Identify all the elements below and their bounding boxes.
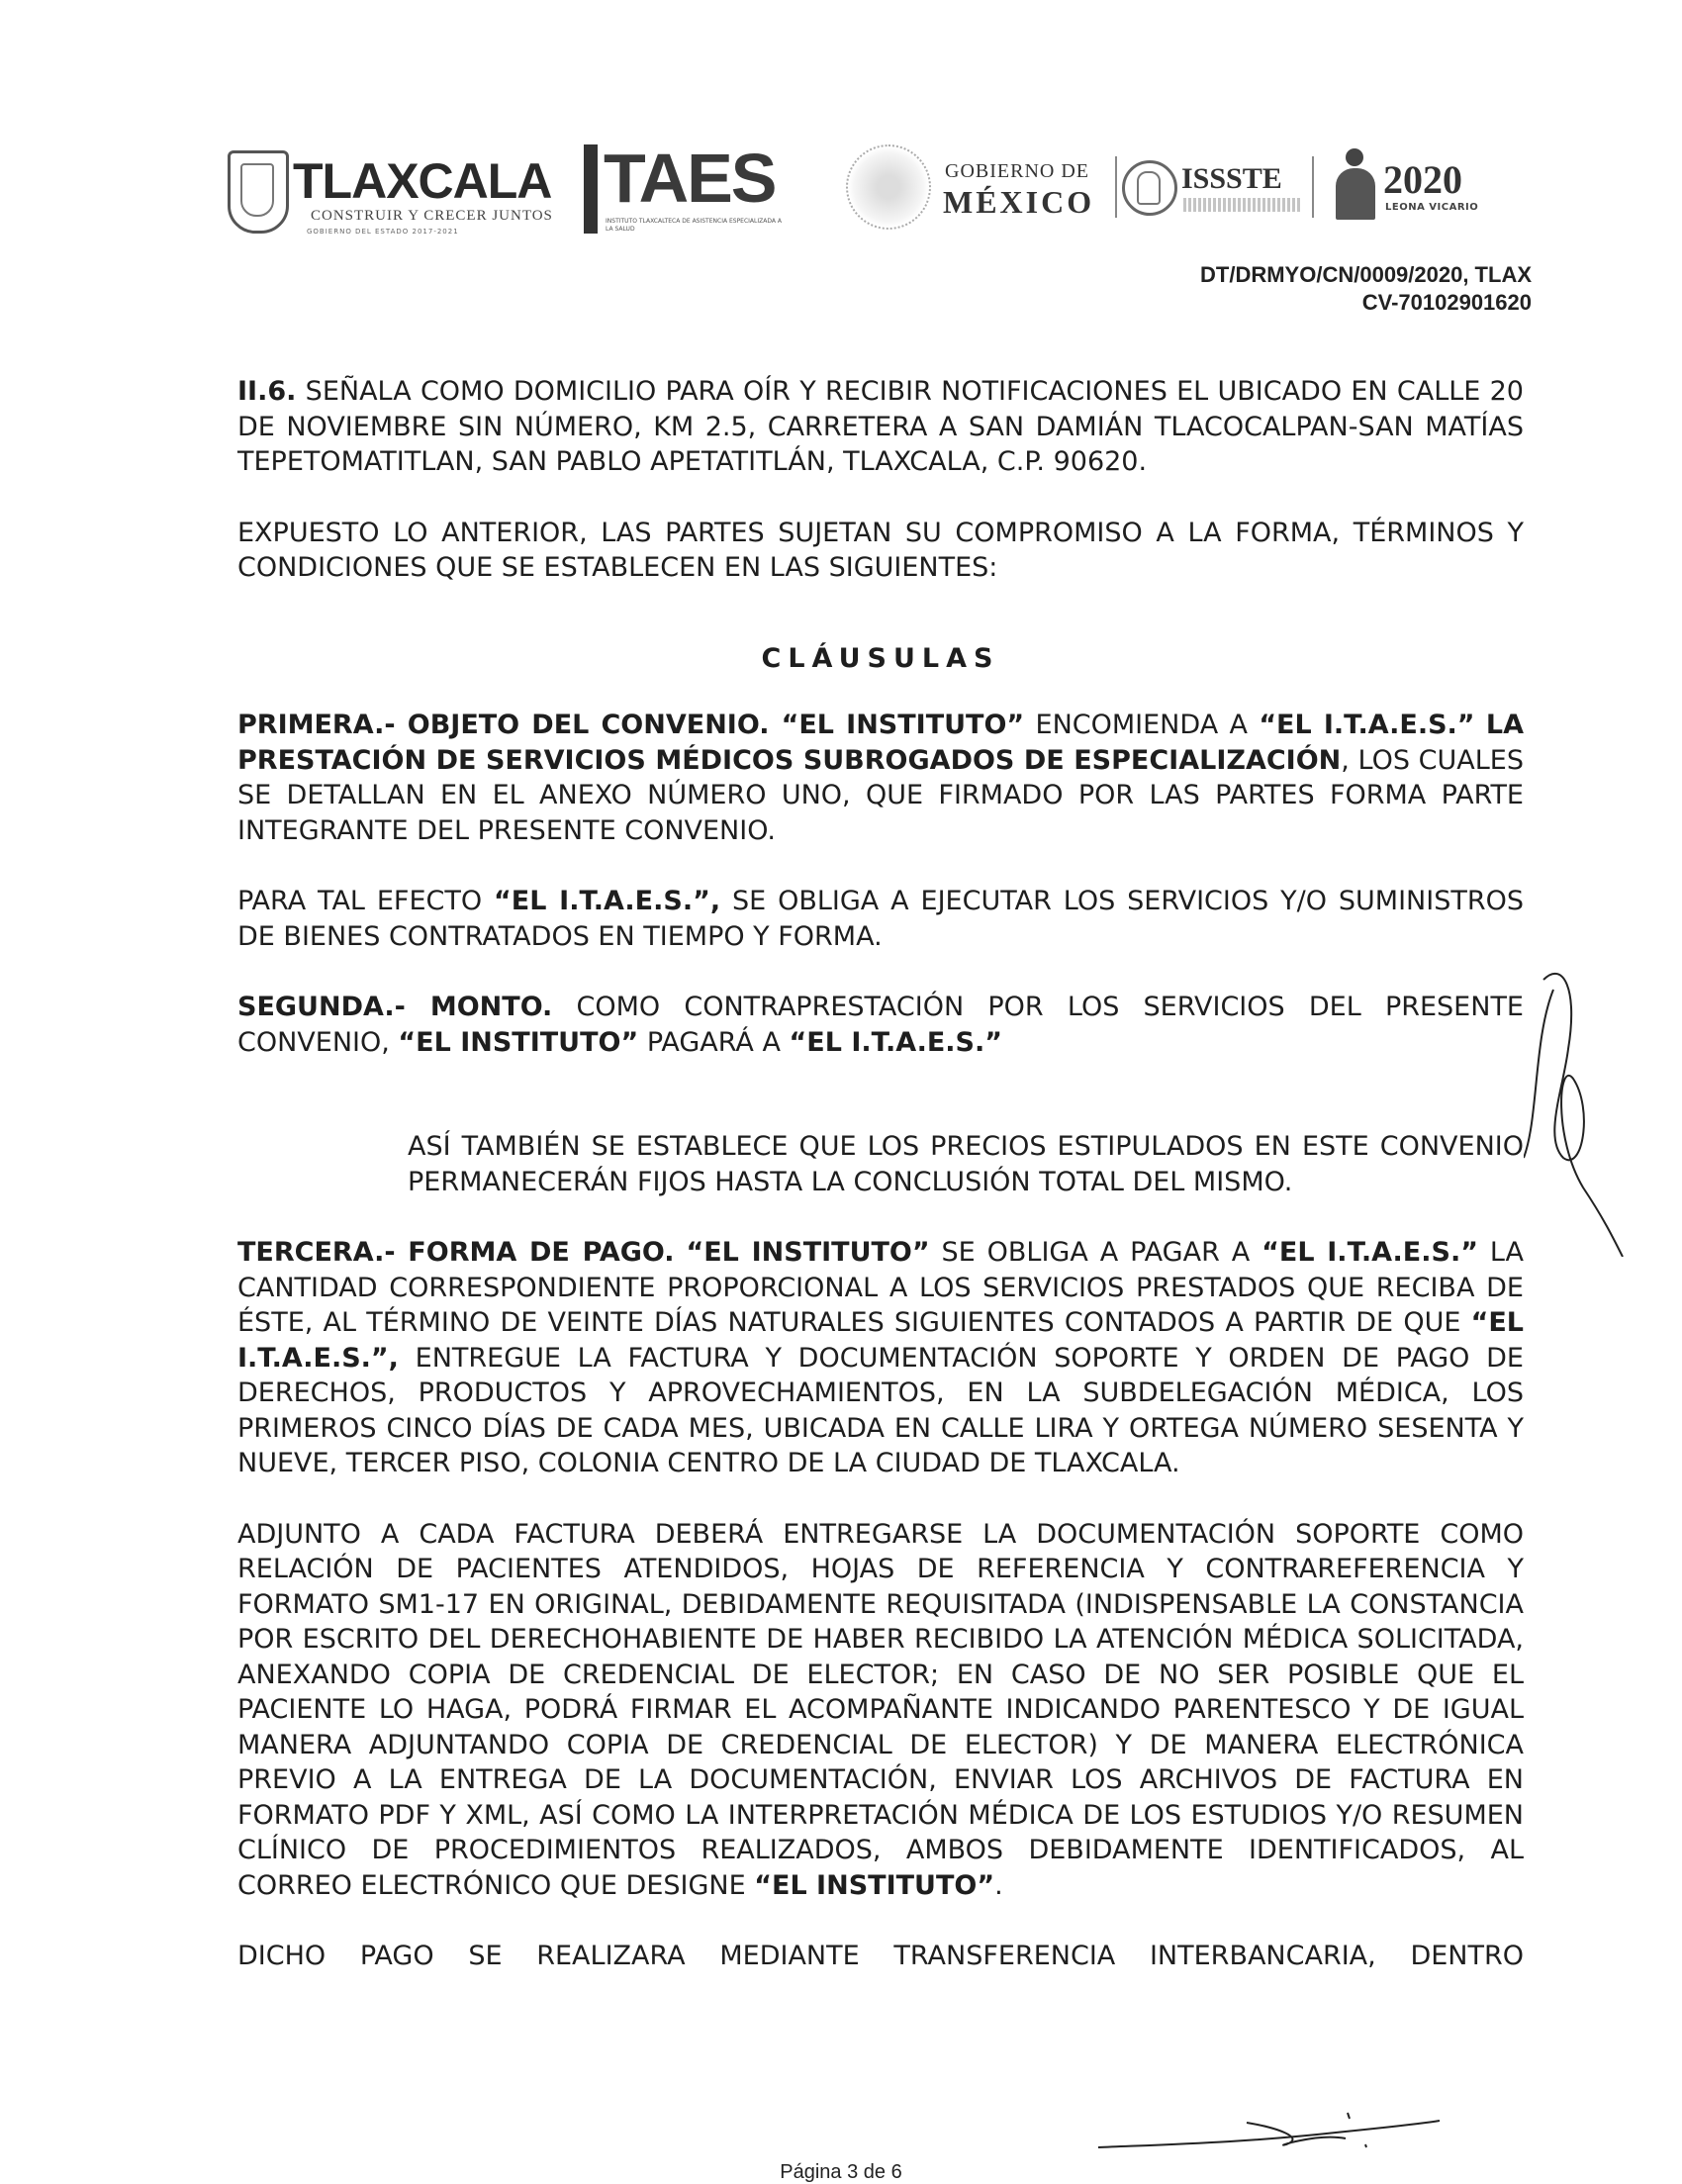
- service-name: LA PRESTACIÓN DE SERVICIOS MÉDICOS SUBROGADOS DE ESPECIALIZACIÓN: [237, 710, 1524, 776]
- party-name: “EL INSTITUTO”: [686, 1237, 930, 1268]
- gobierno-mexico-logo: [846, 139, 1118, 237]
- clause-heading: SEGUNDA.- MONTO.: [237, 992, 553, 1022]
- paragraph-text: SE OBLIGA A EJECUTAR LOS SERVICIOS Y/O SUMINISTROS DE BIENES CONTRATADOS EN TIEMPO Y FORMA.: [237, 886, 1524, 952]
- party-name: “EL I.T.A.E.S.”: [789, 1026, 1003, 1058]
- year-2020-logo: [1336, 139, 1514, 237]
- issste-logo: [1118, 139, 1316, 237]
- tlaxcala-logo: [228, 139, 554, 237]
- party-name: “EL I.T.A.E.S.”,: [237, 1307, 1524, 1374]
- clause-tercera: [237, 1235, 1524, 1481]
- clause-text: ENCOMIENDA A: [1024, 710, 1260, 740]
- clause-text: LA CANTIDAD CORRESPONDIENTE PROPORCIONAL A LOS SERVICIOS PRESTADOS QUE RECIBA DE ÉSTE, AL TÉRMINO DE VEINTE DÍAS NATURALES SIGUIENTES CONTADOS A PARTIR DE QUE: [237, 1237, 1524, 1338]
- issste-logo-word: ISSSTE: [1181, 162, 1282, 195]
- tlaxcala-logo-word: TLAXCALA: [293, 153, 552, 209]
- bottom-signature: [1088, 2103, 1445, 2157]
- clause-heading: TERCERA.- FORMA DE PAGO.: [237, 1237, 675, 1268]
- year-2020-logo-name: LEONA VICARIO: [1385, 202, 1479, 213]
- clause-primera: [237, 708, 1524, 848]
- clause-label: II.6.: [237, 376, 297, 407]
- tlaxcala-logo-tagline: CONSTRUIR Y CRECER JUNTOS: [311, 208, 553, 224]
- section-title: CLÁUSULAS: [761, 642, 1000, 674]
- year-2020-logo-year: 2020: [1383, 157, 1462, 202]
- party-name: “EL INSTITUTO”: [754, 1869, 995, 1901]
- header-logos: [228, 139, 1514, 247]
- taes-logo-sub: INSTITUTO TLAXCALTECA DE ASISTENCIA ESPECIALIZADA A LA SALUD: [606, 218, 782, 233]
- paragraph-text: PARA TAL EFECTO: [237, 886, 495, 916]
- paragraph-efecto: [237, 884, 1524, 954]
- reference-line1: DT/DRMYO/CN/0009/2020, TLAX: [1200, 262, 1532, 287]
- margin-signature: [1524, 960, 1633, 1257]
- taes-logo: [584, 139, 782, 237]
- party-name: “EL I.T.A.E.S.”: [1262, 1237, 1478, 1268]
- logo-divider: [1115, 156, 1117, 218]
- clause-segunda: [237, 990, 1524, 1060]
- clause-text: , LOS CUALES SE DETALLAN EN EL ANEXO NÚMERO UNO, QUE FIRMADO POR LAS PARTES FORMA PARTE INTEGRANTE DEL PRESENTE CONVENIO.: [237, 744, 1524, 846]
- logo-divider: [1312, 156, 1314, 218]
- paragraph-pago: DICHO PAGO SE REALIZARA MEDIANTE TRANSFERENCIA INTERBANCARIA, DENTRO: [237, 1941, 1524, 1971]
- clause-heading: PRIMERA.- OBJETO DEL CONVENIO. “EL INSTITUTO”: [237, 710, 1025, 740]
- clause-text: PAGARÁ A: [638, 1026, 790, 1058]
- issste-logo-subtext: [1183, 198, 1300, 212]
- paragraph-text: .: [994, 1869, 1003, 1901]
- clause-text: [675, 1237, 687, 1268]
- leona-vicario-figure-icon: [1336, 148, 1375, 220]
- taes-logo-word: TAES: [604, 140, 776, 217]
- paragraph-text: SEÑALA COMO DOMICILIO PARA OÍR Y RECIBIR NOTIFICACIONES EL UBICADO EN CALLE 20 DE NOVIEMBRE SIN NÚMERO, KM 2.5, CARRETERA A SAN DAMIÁN TLACOCALPAN-SAN MATÍAS TEPETOMATITLAN, SAN PABLO APETATITLÁN, TLAXCALA, C.P. 90620.: [237, 376, 1524, 477]
- paragraph-precios: ASÍ TAMBIÉN SE ESTABLECE QUE LOS PRECIOS ESTIPULADOS EN ESTE CONVENIO PERMANECERÁN FIJOS HASTA LA CONCLUSIÓN TOTAL DEL MISMO.: [408, 1131, 1524, 1197]
- paragraph-domicilio: [237, 374, 1524, 480]
- clause-text: [1475, 710, 1486, 740]
- reference-line2: CV-70102901620: [1361, 290, 1532, 315]
- paragraph-text: ADJUNTO A CADA FACTURA DEBERÁ ENTREGARSE LA DOCUMENTACIÓN SOPORTE COMO RELACIÓN DE PACIENTES ATENDIDOS, HOJAS DE REFERENCIA Y CONTRAREFERENCIA Y FORMATO SM1-17 EN ORIGINAL, DEBIDAMENTE REQUISITADA (INDISPENSABLE LA CONSTANCIA POR ESCRITO DEL DERECHOHABIENTE DE HABER RECIBIDO LA ATENCIÓN MÉDICA SOLICITADA, ANEXANDO COPIA DE CREDENCIAL DE ELECTOR; EN CASO DE NO SER POSIBLE QUE EL PACIENTE LO HAGA, PODRÁ FIRMAR EL ACOMPAÑANTE INDICANDO PARENTESCO Y DE IGUAL MANERA ADJUNTANDO COPIA DE CREDENCIAL DE ELECTOR) Y DE MANERA ELECTRÓNICA PREVIO A LA ENTREGA DE LA DOCUMENTACIÓN, ENVIAR LOS ARCHIVOS DE FACTURA EN FORMATO PDF Y XML, ASÍ COMO LA INTERPRETACIÓN MÉDICA DE LOS ESTUDIOS Y/O RESUMEN CLÍNICO DE PROCEDIMIENTOS REALIZADOS, AMBOS DEBIDAMENTE IDENTIFICADOS, AL CORREO ELECTRÓNICO QUE DESIGNE: [237, 1518, 1524, 1901]
- clause-text: COMO CONTRAPRESTACIÓN POR LOS SERVICIOS DEL PRESENTE CONVENIO,: [237, 992, 1524, 1058]
- national-seal-icon: [846, 144, 931, 230]
- party-name: “EL I.T.A.E.S.”,: [494, 886, 721, 916]
- document-reference: [1200, 261, 1532, 317]
- paragraph-adjunto: [237, 1517, 1524, 1904]
- gobierno-logo-line1: GOBIERNO DE: [945, 160, 1089, 182]
- gobierno-logo-line2: MÉXICO: [943, 184, 1095, 220]
- party-name: “EL INSTITUTO”: [398, 1026, 639, 1058]
- tlaxcala-logo-sub: GOBIERNO DEL ESTADO 2017-2021: [307, 228, 459, 236]
- paragraph-expuesto: EXPUESTO LO ANTERIOR, LAS PARTES SUJETAN SU COMPROMISO A LA FORMA, TÉRMINOS Y CONDICIONES QUE SE ESTABLECEN EN LAS SIGUIENTES:: [237, 517, 1524, 583]
- clause-text: SE OBLIGA A PAGAR A: [929, 1237, 1262, 1268]
- clause-text: ENTREGUE LA FACTURA Y DOCUMENTACIÓN SOPORTE Y ORDEN DE PAGO DE DERECHOS, PRODUCTOS Y APROVECHAMIENTOS, EN LA SUBDELEGACIÓN MÉDICA, LOS PRIMEROS CINCO DÍAS DE CADA MES, UBICADA EN CALLE LIRA Y ORTEGA NÚMERO SESENTA Y NUEVE, TERCER PISO, COLONIA CENTRO DE LA CIUDAD DE TLAXCALA.: [237, 1342, 1524, 1478]
- document-body: [237, 374, 1524, 1974]
- party-name: “EL I.T.A.E.S.”: [1259, 710, 1475, 740]
- taes-bar-icon: [584, 144, 598, 234]
- tlaxcala-shield-icon: [228, 150, 289, 234]
- issste-emblem-icon: [1122, 160, 1177, 216]
- page-number: Página 3 de 6: [780, 2161, 902, 2183]
